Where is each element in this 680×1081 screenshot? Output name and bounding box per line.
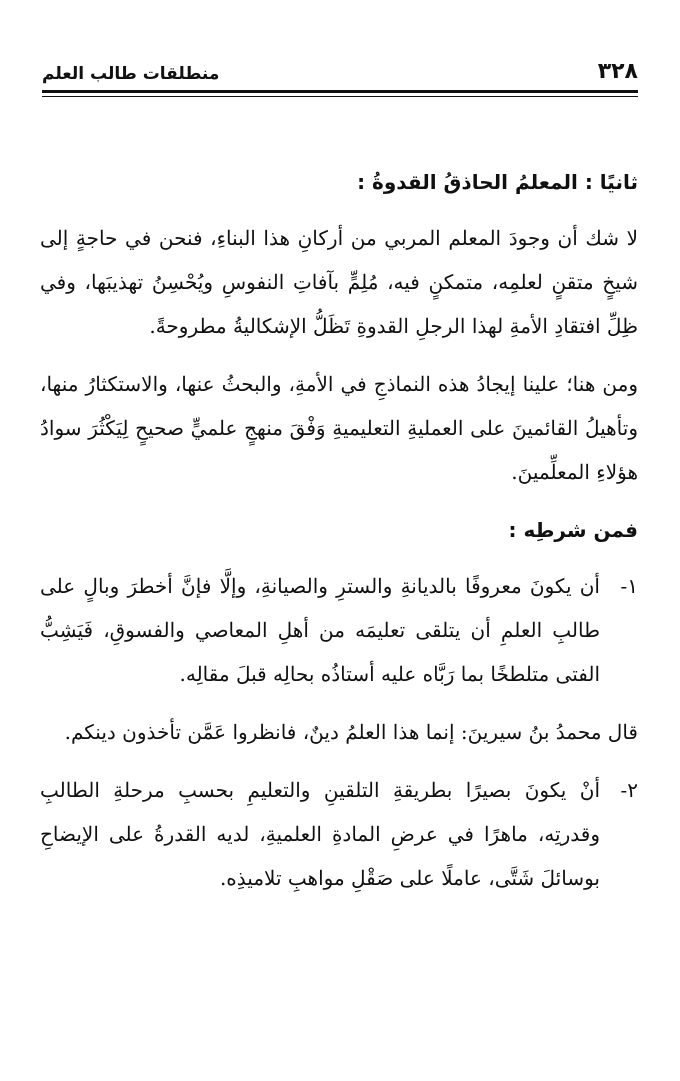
condition-number: ١-: [620, 574, 638, 598]
header-rule-thick: [42, 90, 638, 93]
book-title: منطلقات طالب العلم: [42, 64, 220, 84]
section-title: ثانيًا : المعلمُ الحاذقُ القدوةُ :: [357, 170, 638, 194]
condition-item-1: [40, 564, 638, 696]
conditions-heading: فمن شرطِه :: [508, 518, 638, 542]
running-head: [42, 56, 638, 84]
condition-text: أنْ يكونَ بصيرًا بطريقةِ التلقينِ والتعليمِ بحسبِ مرحلةِ الطالبِ وقدرتِه، ماهرًا في عرضِ المادةِ العلميةِ، لديه القدرةُ على الإيضاحِ بوسائلَ شَتَّى، عاملًا على صَقْلِ مواهبِ تلاميذِه.: [40, 778, 600, 890]
page-number: ٣٢٨: [597, 59, 638, 84]
condition-number: ٢-: [620, 778, 638, 802]
paragraph-intro: لا شك أن وجودَ المعلم المربي من أركانِ هذا البناءِ، فنحن في حاجةٍ إلى شيخٍ متقنٍ لعلمِه، متمكنٍ فيه، مُلِمٍّ بآفاتِ النفوسِ ويُحْسِنُ تهذيبَها، وفي ظِلِّ افتقادِ الأمةِ لهذا الرجلِ القدوةِ تَظَلُّ الإشكاليةُ مطروحةً.: [40, 226, 638, 338]
header-rule-thin: [42, 96, 638, 97]
paragraph-models: ومن هنا؛ علينا إيجادُ هذه النماذجِ في الأمةِ، والبحثُ عنها، والاستكثارُ منها، وتأهيلُ القائمينَ على العمليةِ التعليميةِ وَفْقَ منهجٍ علميٍّ صحيحٍ لِيَكْثُرَ سوادُ هؤلاءِ المعلِّمينَ.: [40, 372, 638, 484]
quote-ibn-sirin: قال محمدُ بنُ سيرينَ: إنما هذا العلمُ دينٌ، فانظروا عَمَّن تأخذون دينكم.: [64, 720, 638, 744]
condition-text: أن يكونَ معروفًا بالديانةِ والسترِ والصيانةِ، وإلَّا فإنَّ أخطرَ وبالٍ على طالبِ العلمِ أن يتلقى تعليمَه من أهلِ المعاصي والفسوقِ، فَيَشِبُّ الفتى متلطخًا بما رَبَّاه عليه أستاذُه بحالِه قبلَ مقالِه.: [40, 574, 600, 686]
condition-item-2: [40, 768, 638, 900]
page-content: [40, 160, 638, 914]
